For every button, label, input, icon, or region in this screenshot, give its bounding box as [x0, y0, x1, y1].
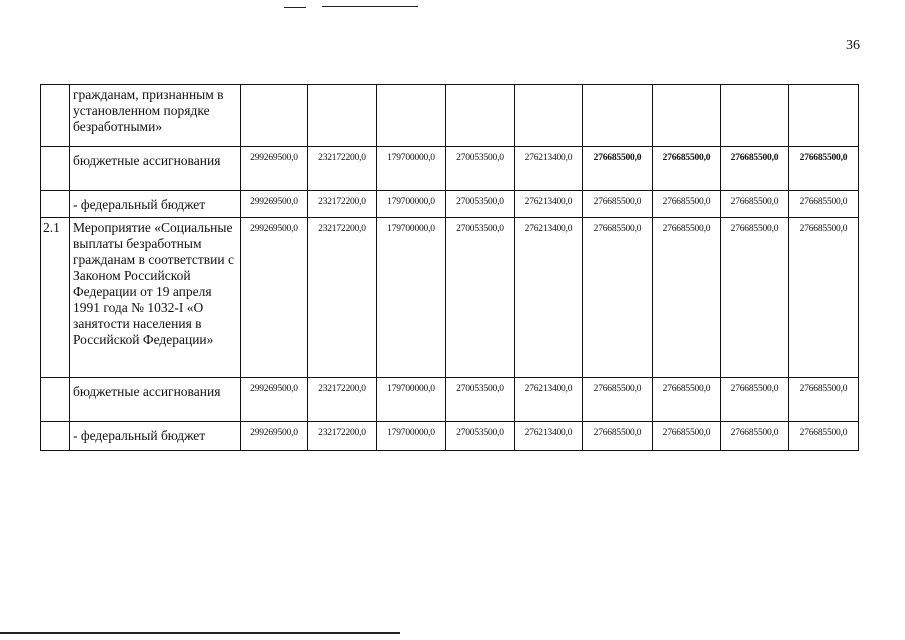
value-cell: 276685500,0 [789, 422, 859, 451]
table-row [41, 85, 859, 147]
row-label: гражданам, признанным в установленном порядке безработными» [70, 85, 241, 147]
value-cell: 232172200,0 [308, 218, 377, 378]
value-cell: 276685500,0 [721, 378, 789, 422]
value-cell: 232172200,0 [308, 378, 377, 422]
value-cell: 299269500,0 [241, 191, 308, 218]
value-cell: 276213400,0 [515, 422, 583, 451]
table-row [41, 422, 859, 451]
value-cell: 270053500,0 [446, 191, 515, 218]
value-cell: 299269500,0 [241, 422, 308, 451]
value-cell [515, 85, 583, 147]
row-label: - федеральный бюджет [70, 191, 241, 218]
value-cell [308, 85, 377, 147]
value-cell: 276685500,0 [721, 218, 789, 378]
row-label: бюджетные ассигнования [70, 378, 241, 422]
value-cell: 276213400,0 [515, 378, 583, 422]
value-cell: 276685500,0 [653, 422, 721, 451]
value-cell: 270053500,0 [446, 378, 515, 422]
value-cell: 179700000,0 [377, 422, 446, 451]
value-cell: 270053500,0 [446, 422, 515, 451]
row-index [41, 422, 70, 451]
table-row [41, 191, 859, 218]
value-cell: 270053500,0 [446, 147, 515, 191]
row-label: - федеральный бюджет [70, 422, 241, 451]
value-cell: 270053500,0 [446, 218, 515, 378]
table-row [41, 147, 859, 191]
value-cell: 276685500,0 [583, 378, 653, 422]
value-cell: 179700000,0 [377, 191, 446, 218]
row-index [41, 147, 70, 191]
value-cell: 276685500,0 [789, 191, 859, 218]
value-cell: 276685500,0 [653, 218, 721, 378]
value-cell: 276685500,0 [583, 218, 653, 378]
value-cell [721, 85, 789, 147]
row-index: 2.1 [41, 218, 70, 378]
table-row [41, 218, 859, 378]
value-cell [583, 85, 653, 147]
value-cell: 276685500,0 [583, 191, 653, 218]
value-cell: 232172200,0 [308, 422, 377, 451]
value-cell: 299269500,0 [241, 147, 308, 191]
row-index [41, 191, 70, 218]
value-cell [241, 85, 308, 147]
row-label: Мероприятие «Социальные выплаты безработным гражданам в соответствии с Законом Российской Федерации от 19 апреля 1991 года № 1032-I «О занятости населения в Российской Федерации» [70, 218, 241, 378]
value-cell: 276213400,0 [515, 147, 583, 191]
value-cell: 179700000,0 [377, 378, 446, 422]
scan-artifact-bottom [0, 632, 400, 634]
value-cell [377, 85, 446, 147]
scan-artifact-top-right [322, 6, 418, 7]
budget-table [40, 84, 859, 451]
value-cell: 276685500,0 [583, 422, 653, 451]
page-number: 36 [846, 38, 860, 53]
value-cell: 232172200,0 [308, 191, 377, 218]
value-cell: 276685500,0 [653, 147, 721, 191]
value-cell: 276685500,0 [721, 147, 789, 191]
value-cell: 276685500,0 [721, 191, 789, 218]
row-label: бюджетные ассигнования [70, 147, 241, 191]
value-cell: 276213400,0 [515, 191, 583, 218]
value-cell: 276685500,0 [789, 378, 859, 422]
value-cell: 299269500,0 [241, 218, 308, 378]
value-cell [789, 85, 859, 147]
value-cell [653, 85, 721, 147]
value-cell: 276685500,0 [653, 378, 721, 422]
row-index [41, 85, 70, 147]
value-cell: 232172200,0 [308, 147, 377, 191]
value-cell: 276685500,0 [789, 147, 859, 191]
scan-artifact-top-left [284, 7, 306, 8]
value-cell [446, 85, 515, 147]
value-cell: 276685500,0 [721, 422, 789, 451]
value-cell: 299269500,0 [241, 378, 308, 422]
row-index [41, 378, 70, 422]
table-row [41, 378, 859, 422]
value-cell: 276685500,0 [583, 147, 653, 191]
value-cell: 179700000,0 [377, 147, 446, 191]
value-cell: 276685500,0 [653, 191, 721, 218]
value-cell: 276213400,0 [515, 218, 583, 378]
value-cell: 179700000,0 [377, 218, 446, 378]
value-cell: 276685500,0 [789, 218, 859, 378]
